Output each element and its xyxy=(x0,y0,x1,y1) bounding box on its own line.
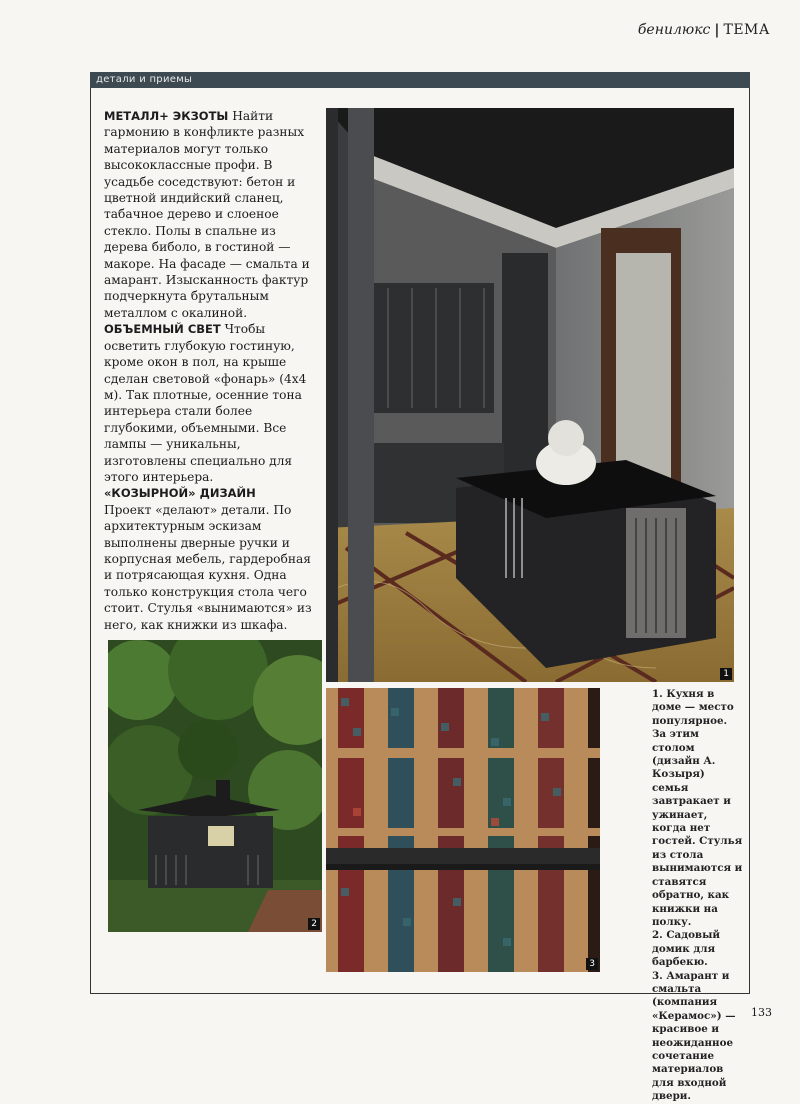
heading-metal: МЕТАЛЛ+ ЭКЗОТЫ xyxy=(104,109,229,123)
article-body xyxy=(104,108,320,633)
paragraph-design xyxy=(104,485,320,633)
kitchen-illustration xyxy=(326,108,734,682)
caption-item-3: 3. Амарант и смальта (компания «Керамос») — красивое и неожиданное сочетание материалов для входной двери. xyxy=(652,969,736,1103)
photo-number-3: 3 xyxy=(586,958,598,970)
header-separator: | xyxy=(714,22,720,38)
text-design: Проект «делают» детали. По архитектурным эскизам выполнены дверные ручки и корпусная мебель, гардеробная и потрясающая кухня. Одна только конструкция стола чего стоит. Стулья «вынимаются» из него, как книжки из шкафа. xyxy=(104,502,312,632)
running-header xyxy=(638,22,770,38)
photo-captions xyxy=(652,688,744,1104)
caption-item-2: 2. Садовый домик для барбекю. xyxy=(652,929,721,969)
paragraph-light xyxy=(104,321,320,485)
text-light: Чтобы осветить глубокую гостиную, кроме окон в пол, на крыше сделан световой «фонарь» (4x4 м). Так плотные, осенние тона интерьера стали более глубокими, объемными. Все лампы — уникальны, изготовлены специально для этого интерьера. xyxy=(104,322,307,484)
caption-item-1: 1. Кухня в доме — место популярное. За этим столом (дизайн А. Козыря) семья завтракает и ужинает, когда нет гостей. Стулья из стола вынимаются и ставятся обратно, как книжки на полку. xyxy=(652,688,743,928)
header-section: бенилюкс xyxy=(637,22,711,38)
kitchen-photo xyxy=(326,108,734,682)
door-panel-illustration xyxy=(326,688,600,972)
text-metal: Найти гармонию в конфликте разных материалов могут только высококлассные профи. В усадьбе соседствуют: бетон и цветной индийский сланец, табачное дерево и слоеное стекло. Полы в спальне из дерева биболо, в гостиной — макоре. На фасаде — смальта и амарант. Изысканность фактур подчеркнута брутальным металлом с окалиной. xyxy=(104,109,310,320)
paragraph-metal xyxy=(104,108,320,321)
heading-design: «КОЗЫРНОЙ» ДИЗАЙН xyxy=(104,486,256,501)
header-topic: ТЕМА xyxy=(723,22,770,38)
door-panel-photo xyxy=(326,688,600,972)
section-bar xyxy=(90,72,750,88)
photo-number-1: 1 xyxy=(720,668,732,680)
section-bar-label: детали и приемы xyxy=(96,74,193,85)
photo-number-2: 2 xyxy=(308,918,320,930)
bbq-house-illustration xyxy=(108,640,322,932)
page-number: 133 xyxy=(751,1006,772,1019)
heading-light: ОБЪЕМНЫЙ СВЕТ xyxy=(104,322,221,337)
bbq-house-photo xyxy=(108,640,322,932)
